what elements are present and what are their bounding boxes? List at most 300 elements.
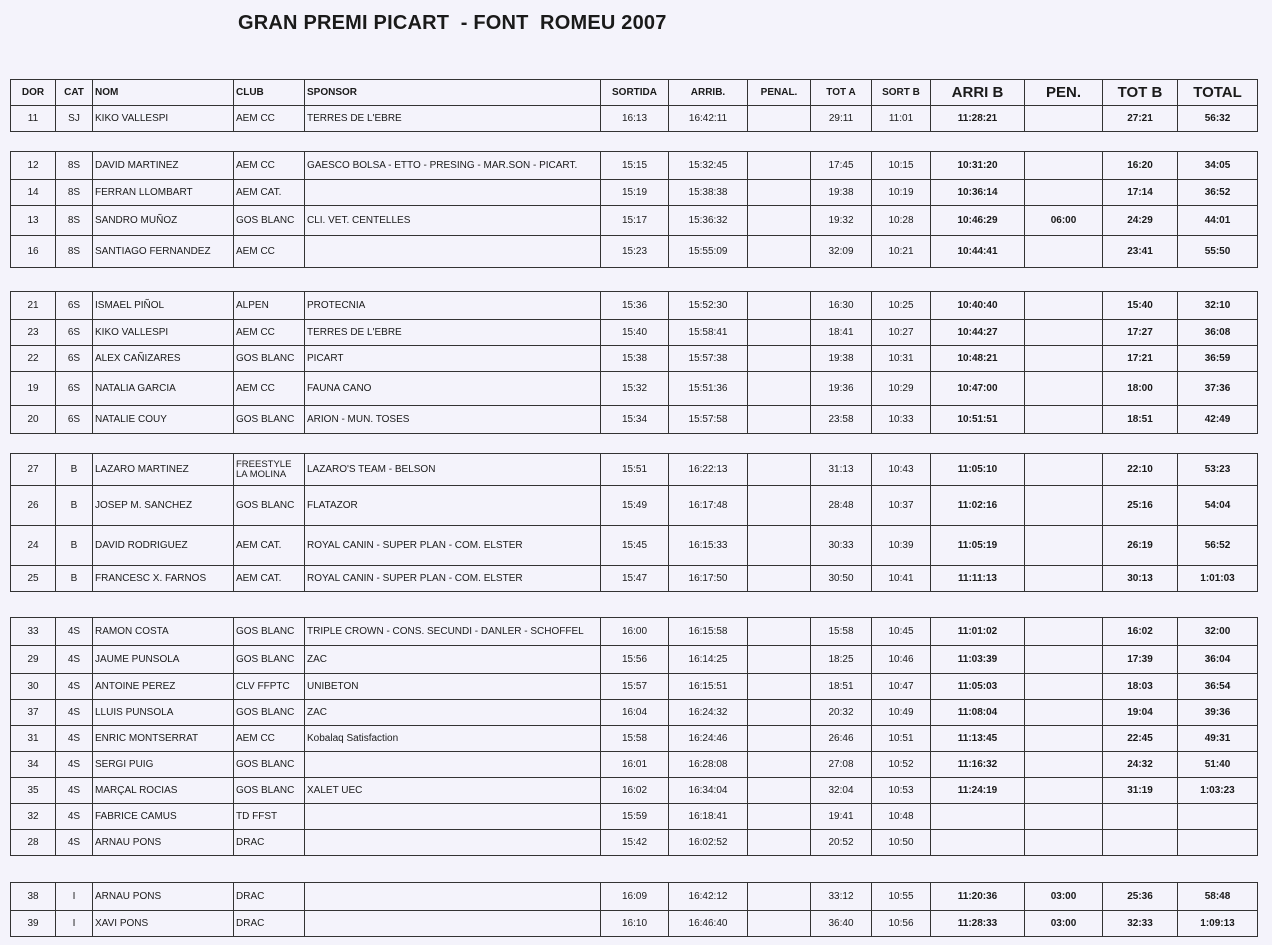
cell-total: 36:54: [1178, 674, 1258, 700]
cell-penal: [748, 618, 811, 646]
cell-totb: 22:45: [1103, 726, 1178, 752]
cell-pen: [1025, 292, 1103, 320]
cell-nom: LLUIS PUNSOLA: [93, 700, 234, 726]
cell-pen: [1025, 486, 1103, 526]
cell-total: 51:40: [1178, 752, 1258, 778]
table-row: [11, 566, 1258, 592]
header-row: [11, 80, 1258, 106]
cell-arrb: 10:51:51: [931, 406, 1025, 434]
cell-nom: NATALIA GARCIA: [93, 372, 234, 406]
header-arrb: ARRI B: [931, 80, 1025, 106]
cell-sponsor: FAUNA CANO: [305, 372, 601, 406]
header-tota: TOT A: [811, 80, 872, 106]
cell-sortb: 10:25: [872, 292, 931, 320]
cell-arrb: 11:02:16: [931, 486, 1025, 526]
cell-tota: 19:32: [811, 206, 872, 236]
cell-totb: 22:10: [1103, 454, 1178, 486]
cell-nom: ARNAU PONS: [93, 883, 234, 911]
cell-totb: 16:02: [1103, 618, 1178, 646]
cell-dor: 26: [11, 486, 56, 526]
cell-tota: 17:45: [811, 152, 872, 180]
cell-arrib: 16:18:41: [669, 804, 748, 830]
cell-nom: JOSEP M. SANCHEZ: [93, 486, 234, 526]
cell-dor: 21: [11, 292, 56, 320]
cell-arrib: 15:51:36: [669, 372, 748, 406]
cell-arrib: 16:22:13: [669, 454, 748, 486]
cell-nom: DAVID MARTINEZ: [93, 152, 234, 180]
cell-sponsor: TRIPLE CROWN - CONS. SECUNDI - DANLER - SCHOFFEL: [305, 618, 601, 646]
header-sponsor: SPONSOR: [305, 80, 601, 106]
cell-total: 1:09:13: [1178, 911, 1258, 937]
cell-tota: 26:46: [811, 726, 872, 752]
table-row: [11, 236, 1258, 268]
cell-arrib: 16:28:08: [669, 752, 748, 778]
cell-sortb: 11:01: [872, 106, 931, 132]
cell-club: DRAC: [234, 911, 305, 937]
cell-pen: 03:00: [1025, 883, 1103, 911]
cell-penal: [748, 406, 811, 434]
cell-sponsor: ROYAL CANIN - SUPER PLAN - COM. ELSTER: [305, 566, 601, 592]
cell-totb: 18:00: [1103, 372, 1178, 406]
cell-sortb: 10:51: [872, 726, 931, 752]
cell-club: AEM CC: [234, 236, 305, 268]
cell-tota: 16:30: [811, 292, 872, 320]
cell-arrb: 10:40:40: [931, 292, 1025, 320]
cell-arrb: 11:24:19: [931, 778, 1025, 804]
cell-nom: ARNAU PONS: [93, 830, 234, 856]
cell-totb: 32:33: [1103, 911, 1178, 937]
cell-total: [1178, 830, 1258, 856]
cell-sponsor: FLATAZOR: [305, 486, 601, 526]
cell-arrib: 16:24:46: [669, 726, 748, 752]
cell-arrb: 10:48:21: [931, 346, 1025, 372]
cell-tota: 19:38: [811, 180, 872, 206]
cell-nom: FRANCESC X. FARNOS: [93, 566, 234, 592]
cell-penal: [748, 646, 811, 674]
cell-arrb: 10:36:14: [931, 180, 1025, 206]
table-row: [11, 830, 1258, 856]
cell-sortida: 15:51: [601, 454, 669, 486]
cell-pen: [1025, 618, 1103, 646]
table-row: [11, 674, 1258, 700]
cell-cat: 4S: [56, 752, 93, 778]
cell-pen: [1025, 454, 1103, 486]
cell-club: AEM CC: [234, 372, 305, 406]
cell-tota: 20:52: [811, 830, 872, 856]
cell-dor: 29: [11, 646, 56, 674]
cell-sponsor: Kobalaq Satisfaction: [305, 726, 601, 752]
cell-dor: 13: [11, 206, 56, 236]
cell-totb: 17:27: [1103, 320, 1178, 346]
cell-nom: MARÇAL ROCIAS: [93, 778, 234, 804]
cell-sortida: 15:40: [601, 320, 669, 346]
cell-sortb: 10:39: [872, 526, 931, 566]
table-row: [11, 106, 1258, 132]
cell-total: 36:04: [1178, 646, 1258, 674]
cell-cat: SJ: [56, 106, 93, 132]
cell-arrib: 15:57:38: [669, 346, 748, 372]
cell-tota: 15:58: [811, 618, 872, 646]
cell-totb: 17:14: [1103, 180, 1178, 206]
cell-total: 42:49: [1178, 406, 1258, 434]
cell-totb: 23:41: [1103, 236, 1178, 268]
cell-total: 55:50: [1178, 236, 1258, 268]
cell-penal: [748, 206, 811, 236]
cell-cat: 4S: [56, 778, 93, 804]
cell-nom: XAVI PONS: [93, 911, 234, 937]
cell-sponsor: UNIBETON: [305, 674, 601, 700]
cell-sortida: 15:36: [601, 292, 669, 320]
cell-penal: [748, 804, 811, 830]
cell-nom: JAUME PUNSOLA: [93, 646, 234, 674]
cell-pen: [1025, 778, 1103, 804]
cell-arrib: 15:36:32: [669, 206, 748, 236]
cell-arrib: 15:52:30: [669, 292, 748, 320]
cell-dor: 12: [11, 152, 56, 180]
cell-dor: 19: [11, 372, 56, 406]
cell-cat: 6S: [56, 406, 93, 434]
cell-sortida: 15:23: [601, 236, 669, 268]
cell-sortida: 16:13: [601, 106, 669, 132]
cell-totb: 24:32: [1103, 752, 1178, 778]
cell-dor: 22: [11, 346, 56, 372]
results-table-group: [10, 79, 1258, 132]
cell-total: 58:48: [1178, 883, 1258, 911]
cell-sortb: 10:46: [872, 646, 931, 674]
cell-dor: 38: [11, 883, 56, 911]
cell-total: 53:23: [1178, 454, 1258, 486]
cell-tota: 33:12: [811, 883, 872, 911]
cell-arrb: 11:11:13: [931, 566, 1025, 592]
cell-arrb: [931, 830, 1025, 856]
table-row: [11, 526, 1258, 566]
cell-dor: 20: [11, 406, 56, 434]
cell-total: 36:52: [1178, 180, 1258, 206]
cell-cat: 4S: [56, 804, 93, 830]
cell-sortb: 10:55: [872, 883, 931, 911]
cell-sortb: 10:19: [872, 180, 931, 206]
cell-totb: [1103, 804, 1178, 830]
cell-sortida: 15:45: [601, 526, 669, 566]
cell-sortb: 10:31: [872, 346, 931, 372]
cell-dor: 24: [11, 526, 56, 566]
cell-arrb: 11:16:32: [931, 752, 1025, 778]
cell-club: GOS BLANC: [234, 618, 305, 646]
cell-club: GOS BLANC: [234, 646, 305, 674]
cell-dor: 25: [11, 566, 56, 592]
cell-cat: 8S: [56, 206, 93, 236]
cell-nom: LAZARO MARTINEZ: [93, 454, 234, 486]
cell-penal: [748, 180, 811, 206]
cell-nom: ALEX CAÑIZARES: [93, 346, 234, 372]
cell-sponsor: [305, 180, 601, 206]
results-table-group: [10, 151, 1258, 268]
cell-arrib: 16:15:51: [669, 674, 748, 700]
cell-tota: 19:36: [811, 372, 872, 406]
cell-arrib: 16:24:32: [669, 700, 748, 726]
table-row: [11, 700, 1258, 726]
cell-penal: [748, 106, 811, 132]
cell-pen: [1025, 406, 1103, 434]
cell-totb: 18:03: [1103, 674, 1178, 700]
cell-arrib: 16:15:33: [669, 526, 748, 566]
cell-sortida: 15:34: [601, 406, 669, 434]
cell-nom: DAVID RODRIGUEZ: [93, 526, 234, 566]
cell-club: GOS BLANC: [234, 486, 305, 526]
cell-totb: 26:19: [1103, 526, 1178, 566]
cell-dor: 14: [11, 180, 56, 206]
cell-arrib: 16:02:52: [669, 830, 748, 856]
cell-nom: SANTIAGO FERNANDEZ: [93, 236, 234, 268]
cell-penal: [748, 372, 811, 406]
cell-total: 36:08: [1178, 320, 1258, 346]
cell-pen: [1025, 646, 1103, 674]
cell-arrb: 11:13:45: [931, 726, 1025, 752]
cell-total: 49:31: [1178, 726, 1258, 752]
cell-club: DRAC: [234, 883, 305, 911]
cell-club: FREESTYLE LA MOLINA: [234, 454, 305, 486]
cell-tota: 18:51: [811, 674, 872, 700]
cell-sortb: 10:15: [872, 152, 931, 180]
cell-sponsor: ZAC: [305, 646, 601, 674]
cell-club: AEM CAT.: [234, 526, 305, 566]
cell-nom: KIKO VALLESPI: [93, 320, 234, 346]
cell-cat: 4S: [56, 830, 93, 856]
header-pen: PEN.: [1025, 80, 1103, 106]
cell-nom: FERRAN LLOMBART: [93, 180, 234, 206]
cell-pen: [1025, 526, 1103, 566]
cell-club: AEM CAT.: [234, 566, 305, 592]
table-row: [11, 320, 1258, 346]
cell-arrb: 10:44:27: [931, 320, 1025, 346]
header-arrib: ARRIB.: [669, 80, 748, 106]
cell-sortida: 15:15: [601, 152, 669, 180]
cell-totb: 17:39: [1103, 646, 1178, 674]
cell-sponsor: ZAC: [305, 700, 601, 726]
cell-tota: 30:50: [811, 566, 872, 592]
header-club: CLUB: [234, 80, 305, 106]
cell-tota: 18:41: [811, 320, 872, 346]
cell-dor: 34: [11, 752, 56, 778]
cell-tota: 18:25: [811, 646, 872, 674]
cell-arrib: 15:32:45: [669, 152, 748, 180]
cell-pen: [1025, 346, 1103, 372]
cell-arrb: 11:03:39: [931, 646, 1025, 674]
cell-tota: 32:09: [811, 236, 872, 268]
cell-arrb: 11:28:21: [931, 106, 1025, 132]
cell-cat: 4S: [56, 618, 93, 646]
cell-dor: 16: [11, 236, 56, 268]
cell-tota: 30:33: [811, 526, 872, 566]
cell-penal: [748, 830, 811, 856]
cell-total: 1:03:23: [1178, 778, 1258, 804]
header-totb: TOT B: [1103, 80, 1178, 106]
cell-totb: 30:13: [1103, 566, 1178, 592]
table-row: [11, 911, 1258, 937]
table-row: [11, 346, 1258, 372]
cell-penal: [748, 292, 811, 320]
cell-penal: [748, 700, 811, 726]
cell-tota: 29:11: [811, 106, 872, 132]
cell-pen: [1025, 106, 1103, 132]
cell-dor: 27: [11, 454, 56, 486]
cell-cat: I: [56, 883, 93, 911]
cell-tota: 28:48: [811, 486, 872, 526]
header-dor: DOR: [11, 80, 56, 106]
cell-sponsor: [305, 804, 601, 830]
header-sortb: SORT B: [872, 80, 931, 106]
cell-tota: 27:08: [811, 752, 872, 778]
cell-sortb: 10:56: [872, 911, 931, 937]
table-row: [11, 180, 1258, 206]
cell-sortida: 15:17: [601, 206, 669, 236]
cell-cat: 4S: [56, 726, 93, 752]
cell-sortb: 10:43: [872, 454, 931, 486]
cell-cat: 4S: [56, 674, 93, 700]
cell-tota: 31:13: [811, 454, 872, 486]
cell-sortb: 10:47: [872, 674, 931, 700]
cell-total: 39:36: [1178, 700, 1258, 726]
cell-club: AEM CC: [234, 320, 305, 346]
cell-arrib: 16:17:50: [669, 566, 748, 592]
cell-dor: 23: [11, 320, 56, 346]
cell-sortida: 15:56: [601, 646, 669, 674]
cell-sponsor: PROTECNIA: [305, 292, 601, 320]
cell-arrib: 16:46:40: [669, 911, 748, 937]
cell-dor: 31: [11, 726, 56, 752]
cell-cat: B: [56, 454, 93, 486]
header-sortida: SORTIDA: [601, 80, 669, 106]
cell-sortida: 15:42: [601, 830, 669, 856]
table-row: [11, 752, 1258, 778]
cell-penal: [748, 883, 811, 911]
cell-sortida: 15:58: [601, 726, 669, 752]
cell-pen: [1025, 804, 1103, 830]
cell-sortida: 16:00: [601, 618, 669, 646]
cell-penal: [748, 726, 811, 752]
cell-totb: 27:21: [1103, 106, 1178, 132]
cell-pen: [1025, 752, 1103, 778]
cell-nom: SERGI PUIG: [93, 752, 234, 778]
cell-nom: ISMAEL PIÑOL: [93, 292, 234, 320]
cell-penal: [748, 320, 811, 346]
cell-dor: 11: [11, 106, 56, 132]
cell-pen: [1025, 674, 1103, 700]
cell-club: CLV FFPTC: [234, 674, 305, 700]
results-table-group: [10, 882, 1258, 937]
cell-sortb: 10:27: [872, 320, 931, 346]
cell-arrib: 16:42:11: [669, 106, 748, 132]
cell-penal: [748, 454, 811, 486]
cell-penal: [748, 152, 811, 180]
cell-arrb: 11:05:19: [931, 526, 1025, 566]
cell-sortida: 15:38: [601, 346, 669, 372]
cell-totb: 17:21: [1103, 346, 1178, 372]
cell-nom: ANTOINE PEREZ: [93, 674, 234, 700]
cell-arrib: 16:15:58: [669, 618, 748, 646]
cell-arrib: 16:17:48: [669, 486, 748, 526]
cell-penal: [748, 566, 811, 592]
cell-sortb: 10:37: [872, 486, 931, 526]
cell-penal: [748, 486, 811, 526]
header-total: TOTAL: [1178, 80, 1258, 106]
cell-cat: B: [56, 526, 93, 566]
cell-nom: SANDRO MUÑOZ: [93, 206, 234, 236]
cell-club: GOS BLANC: [234, 700, 305, 726]
table-row: [11, 778, 1258, 804]
cell-sortb: 10:48: [872, 804, 931, 830]
cell-dor: 39: [11, 911, 56, 937]
cell-dor: 35: [11, 778, 56, 804]
cell-totb: 24:29: [1103, 206, 1178, 236]
cell-club: GOS BLANC: [234, 406, 305, 434]
cell-cat: 6S: [56, 372, 93, 406]
cell-sortb: 10:29: [872, 372, 931, 406]
cell-sortb: 10:33: [872, 406, 931, 434]
table-row: [11, 292, 1258, 320]
cell-club: TD FFST: [234, 804, 305, 830]
cell-nom: ENRIC MONTSERRAT: [93, 726, 234, 752]
cell-cat: B: [56, 486, 93, 526]
cell-sortida: 15:57: [601, 674, 669, 700]
cell-nom: KIKO VALLESPI: [93, 106, 234, 132]
cell-sponsor: [305, 236, 601, 268]
cell-tota: 19:38: [811, 346, 872, 372]
cell-club: AEM CAT.: [234, 180, 305, 206]
cell-arrib: 15:57:58: [669, 406, 748, 434]
cell-pen: 06:00: [1025, 206, 1103, 236]
cell-arrb: [931, 804, 1025, 830]
cell-sortida: 16:04: [601, 700, 669, 726]
cell-cat: 8S: [56, 236, 93, 268]
cell-pen: [1025, 180, 1103, 206]
cell-club: GOS BLANC: [234, 346, 305, 372]
cell-dor: 28: [11, 830, 56, 856]
cell-pen: 03:00: [1025, 911, 1103, 937]
cell-total: 56:32: [1178, 106, 1258, 132]
cell-total: 34:05: [1178, 152, 1258, 180]
cell-totb: 25:16: [1103, 486, 1178, 526]
cell-pen: [1025, 830, 1103, 856]
table-row: [11, 152, 1258, 180]
cell-total: 56:52: [1178, 526, 1258, 566]
cell-totb: 25:36: [1103, 883, 1178, 911]
cell-sortida: 16:01: [601, 752, 669, 778]
cell-arrib: 15:55:09: [669, 236, 748, 268]
table-row: [11, 454, 1258, 486]
cell-cat: 8S: [56, 180, 93, 206]
header-nom: NOM: [93, 80, 234, 106]
cell-club: GOS BLANC: [234, 752, 305, 778]
cell-dor: 32: [11, 804, 56, 830]
results-table-group: [10, 617, 1258, 856]
cell-sponsor: [305, 883, 601, 911]
cell-arrib: 16:42:12: [669, 883, 748, 911]
cell-sponsor: GAESCO BOLSA - ETTO - PRESING - MAR.SON - PICART.: [305, 152, 601, 180]
cell-cat: 8S: [56, 152, 93, 180]
cell-sponsor: TERRES DE L'EBRE: [305, 106, 601, 132]
cell-club: ALPEN: [234, 292, 305, 320]
cell-sortida: 16:02: [601, 778, 669, 804]
cell-sortb: 10:50: [872, 830, 931, 856]
cell-penal: [748, 346, 811, 372]
cell-club: GOS BLANC: [234, 206, 305, 236]
cell-pen: [1025, 372, 1103, 406]
cell-sponsor: [305, 911, 601, 937]
cell-pen: [1025, 700, 1103, 726]
cell-sponsor: TERRES DE L'EBRE: [305, 320, 601, 346]
cell-cat: B: [56, 566, 93, 592]
